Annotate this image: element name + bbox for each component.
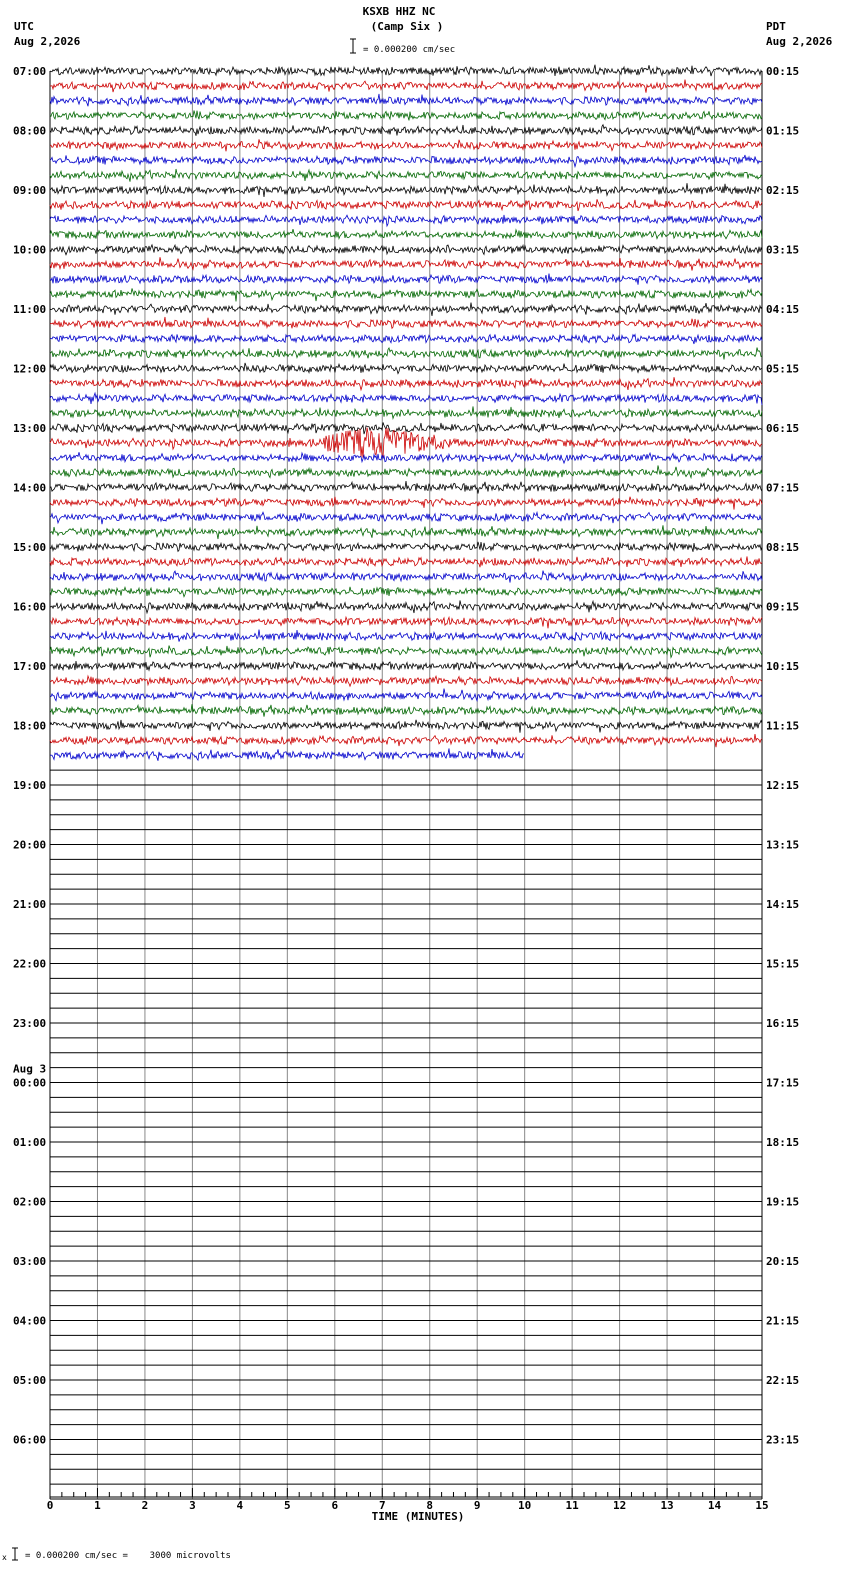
x-tick-label: 7: [378, 1499, 386, 1512]
pdt-hour-label: 20:15: [766, 1255, 800, 1268]
trace-line: [50, 94, 762, 106]
scale-bar-icon: [350, 39, 356, 53]
trace-line: [50, 617, 762, 628]
trace-line: [50, 571, 762, 583]
pdt-hour-label: 15:15: [766, 957, 800, 971]
pdt-hour-label: 13:15: [766, 838, 800, 852]
trace-line: [50, 334, 762, 344]
utc-hour-label: 09:00: [13, 184, 47, 197]
trace-line: [50, 481, 762, 494]
footer-scale-note: = 0.000200 cm/sec = 3000 microvolts: [25, 1551, 231, 1561]
x-tick-label: 13: [660, 1499, 674, 1512]
trace-line: [50, 303, 762, 316]
trace-line: [50, 80, 762, 93]
pdt-hour-label: 01:15: [766, 124, 800, 138]
utc-hour-label: 07:00: [13, 65, 47, 78]
day-change-label: Aug 3: [13, 1062, 47, 1076]
trace-line: [50, 215, 762, 226]
trace-line: [50, 689, 762, 701]
trace-line: [50, 525, 762, 539]
utc-hour-label: 00:00: [13, 1076, 47, 1090]
station-location: (Camp Six ): [370, 20, 444, 33]
trace-line: [50, 393, 762, 405]
x-tick-label: 4: [236, 1499, 244, 1512]
pdt-hour-label: 22:15: [766, 1374, 800, 1387]
pdt-hour-label: 05:15: [766, 362, 800, 376]
x-tick-label: 5: [284, 1499, 291, 1512]
trace-line: [50, 363, 762, 374]
trace-line: [50, 720, 762, 733]
trace-line: [50, 587, 762, 597]
trace-line: [50, 660, 762, 670]
utc-hour-label: 14:00: [13, 481, 47, 495]
footer-scale-icon: [2, 1548, 18, 1562]
trace-line: [50, 600, 762, 613]
right-date: Aug 2,2026: [766, 35, 833, 48]
trace-line: [50, 317, 762, 328]
x-tick-label: 1: [94, 1499, 101, 1512]
pdt-hour-label: 10:15: [766, 660, 800, 673]
utc-hour-label: 11:00: [13, 303, 47, 316]
trace-line: [50, 65, 762, 76]
pdt-hour-label: 07:15: [766, 481, 800, 495]
right-timezone: PDT: [766, 20, 786, 33]
trace-line: [50, 183, 762, 197]
pdt-hour-label: 14:15: [766, 898, 800, 911]
x-axis-label: TIME (MINUTES): [371, 1510, 465, 1523]
utc-hour-label: 02:00: [13, 1195, 47, 1209]
utc-hour-label: 08:00: [13, 124, 47, 138]
utc-hour-label: 03:00: [13, 1255, 47, 1268]
trace-line: [50, 139, 762, 151]
x-tick-label: 15: [755, 1499, 769, 1512]
trace-line: [50, 155, 762, 167]
utc-hour-label: 22:00: [13, 957, 47, 971]
pdt-hour-label: 00:15: [766, 65, 800, 78]
pdt-hour-label: 16:15: [766, 1017, 800, 1030]
pdt-hour-label: 11:15: [766, 719, 800, 733]
trace-line: [50, 377, 762, 390]
x-tick-label: 3: [189, 1499, 196, 1512]
trace-line: [50, 452, 762, 463]
trace-line: [50, 465, 762, 477]
utc-hour-label: 05:00: [13, 1374, 47, 1387]
pdt-hour-label: 21:15: [766, 1314, 800, 1328]
utc-hour-label: 23:00: [13, 1017, 47, 1030]
trace-line: [50, 274, 762, 285]
utc-hour-label: 01:00: [13, 1136, 47, 1149]
pdt-hour-label: 03:15: [766, 243, 800, 257]
x-tick-label: 6: [331, 1499, 339, 1512]
pdt-hour-label: 23:15: [766, 1433, 800, 1447]
trace-line: [50, 676, 762, 686]
trace-line: [50, 169, 762, 182]
utc-hour-label: 13:00: [13, 422, 47, 435]
trace-line: [50, 542, 762, 552]
pdt-hour-label: 02:15: [766, 184, 800, 197]
trace-line: [50, 125, 762, 136]
x-tick-label: 0: [46, 1499, 54, 1512]
utc-hour-label: 12:00: [13, 362, 47, 376]
scale-text: = 0.000200 cm/sec: [363, 45, 456, 55]
x-tick-label: 10: [518, 1499, 532, 1512]
utc-hour-label: 20:00: [13, 838, 47, 852]
left-date: Aug 2,2026: [14, 35, 81, 48]
pdt-hour-label: 17:15: [766, 1076, 800, 1090]
pdt-hour-label: 08:15: [766, 541, 800, 554]
trace-line: [50, 512, 762, 524]
trace-line: [50, 428, 762, 458]
utc-hour-label: 21:00: [13, 898, 47, 911]
trace-line: [50, 257, 762, 270]
pdt-hour-label: 09:15: [766, 600, 800, 614]
pdt-hour-label: 04:15: [766, 303, 800, 316]
station-title: KSXB HHZ NC: [362, 5, 436, 18]
trace-line: [50, 556, 762, 567]
trace-line: [50, 406, 762, 418]
trace-line: [50, 348, 762, 360]
svg-text:x: x: [2, 1553, 7, 1562]
x-tick-label: 11: [565, 1499, 579, 1512]
utc-hour-label: 16:00: [13, 600, 47, 614]
pdt-hour-label: 19:15: [766, 1195, 800, 1209]
left-timezone: UTC: [14, 20, 34, 33]
x-tick-label: 8: [426, 1499, 434, 1512]
trace-line: [50, 497, 762, 510]
pdt-hour-label: 06:15: [766, 422, 800, 435]
utc-hour-label: 18:00: [13, 719, 47, 733]
utc-hour-label: 15:00: [13, 541, 47, 554]
utc-hour-label: 04:00: [13, 1314, 47, 1328]
trace-line: [50, 229, 762, 239]
trace-line: [50, 646, 762, 658]
trace-line: [50, 704, 762, 717]
pdt-hour-label: 18:15: [766, 1136, 800, 1149]
pdt-hour-label: 12:15: [766, 779, 800, 792]
trace-line: [50, 288, 762, 301]
x-tick-label: 12: [612, 1499, 627, 1512]
trace-line: [50, 199, 762, 211]
trace-line: [50, 111, 762, 121]
utc-hour-label: 06:00: [13, 1433, 47, 1447]
x-tick-label: 9: [473, 1499, 481, 1512]
trace-line: [50, 630, 762, 642]
utc-hour-label: 19:00: [13, 779, 47, 792]
utc-hour-label: 10:00: [13, 243, 47, 257]
utc-hour-label: 17:00: [13, 660, 47, 673]
trace-line: [50, 734, 762, 747]
trace-line: [50, 245, 762, 255]
x-tick-label: 2: [141, 1499, 149, 1512]
x-tick-label: 14: [707, 1499, 722, 1512]
